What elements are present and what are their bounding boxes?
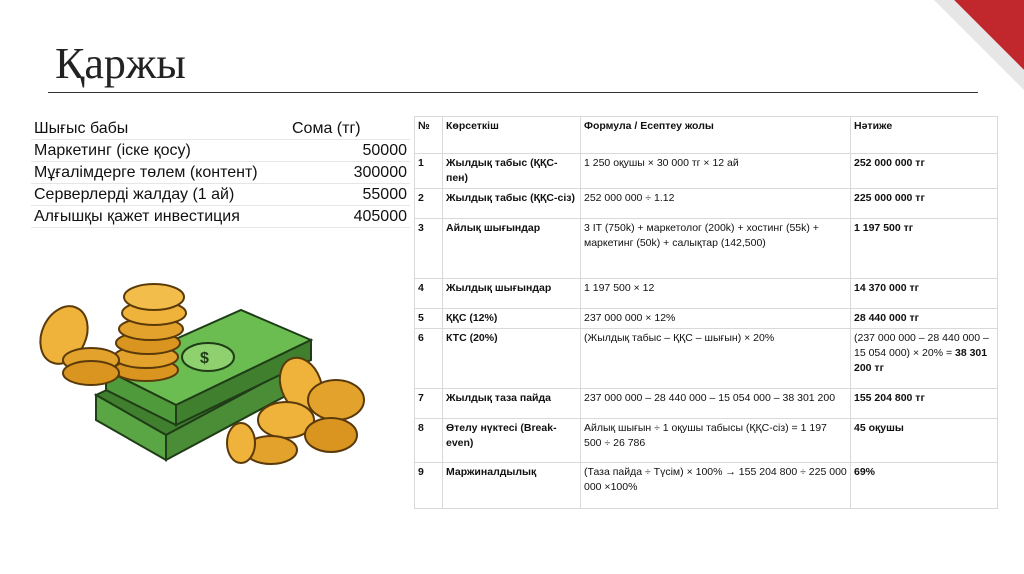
cost-row	[31, 162, 410, 184]
row-result: 155 204 800 тг	[854, 392, 925, 404]
row-indicator: ҚҚС (12%)	[443, 309, 581, 329]
row-num: 2	[415, 189, 443, 219]
row-num: 1	[415, 154, 443, 189]
calc-row	[415, 219, 998, 279]
row-formula: 1 250 оқушы × 30 000 тг × 12 ай	[581, 154, 851, 189]
row-result: 1 197 500 тг	[854, 222, 914, 234]
row-result: 252 000 000 тг	[854, 157, 925, 169]
row-result: 28 440 000 тг	[854, 312, 919, 324]
calc-row	[415, 463, 998, 509]
row-formula: Айлық шығын ÷ 1 оқушы табысы (ҚҚС-сіз) = 1 197 500 ÷ 26 786	[581, 419, 851, 463]
header-result: Нәтиже	[851, 117, 998, 154]
corner-ribbon-decoration	[934, 0, 1024, 90]
header-indicator: Көрсеткіш	[443, 117, 581, 154]
cost-amount: 405000	[289, 206, 410, 228]
calc-row	[415, 309, 998, 329]
row-num: 3	[415, 219, 443, 279]
row-indicator: Айлық шығындар	[443, 219, 581, 279]
row-num: 4	[415, 279, 443, 309]
row-result: 38 301 200 тг	[854, 347, 988, 374]
calc-row	[415, 279, 998, 309]
row-formula: 237 000 000 × 12%	[581, 309, 851, 329]
row-indicator: Жылдық таза пайда	[443, 389, 581, 419]
row-formula: 237 000 000 – 28 440 000 – 15 054 000 – 38 301 200	[581, 389, 851, 419]
row-formula: (Таза пайда ÷ Түсім) × 100% → 155 204 800 ÷ 225 000 000 ×100%	[581, 463, 851, 509]
calc-row	[415, 419, 998, 463]
header-num: №	[415, 117, 443, 154]
row-formula: (Жылдық табыс – ҚҚС – шығын) × 20%	[581, 329, 851, 389]
cost-amount: 50000	[289, 140, 410, 162]
finance-calculation-table	[414, 116, 998, 509]
row-formula: 252 000 000 ÷ 1.12	[581, 189, 851, 219]
cost-item: Алғышқы қажет инвестиция	[31, 206, 289, 228]
cost-row	[31, 206, 410, 228]
row-result: 14 370 000 тг	[854, 282, 919, 294]
row-indicator: Жылдық табыс (ҚҚС-сіз)	[443, 189, 581, 219]
row-formula: 1 197 500 × 12	[581, 279, 851, 309]
cost-amount: 300000	[289, 162, 410, 184]
row-num: 5	[415, 309, 443, 329]
row-indicator: Өтелу нүктесі (Break-even)	[443, 419, 581, 463]
cost-amount: 55000	[289, 184, 410, 206]
header-formula: Формула / Есептеу жолы	[581, 117, 851, 154]
row-indicator: Жылдық табыс (ҚҚС-пен)	[443, 154, 581, 189]
cost-table-header	[31, 118, 410, 140]
calc-table-header	[415, 117, 998, 154]
title-underline	[48, 92, 978, 93]
svg-text:$: $	[200, 350, 209, 367]
row-result: 45 оқушы	[854, 422, 904, 434]
calc-row	[415, 154, 998, 189]
row-num: 6	[415, 329, 443, 389]
row-indicator: КТС (20%)	[443, 329, 581, 389]
money-illustration	[36, 275, 396, 475]
row-formula: 3 IT (750k) + маркетолог (200k) + хостинг (55k) + маркетинг (50k) + салықтар (142,500)	[581, 219, 851, 279]
row-result: 69%	[854, 466, 876, 478]
cost-item: Серверлерді жалдау (1 ай)	[31, 184, 289, 206]
row-num: 8	[415, 419, 443, 463]
cost-row	[31, 140, 410, 162]
cost-item: Маркетинг (іске қосу)	[31, 140, 289, 162]
page-title: Қаржы	[55, 39, 186, 88]
row-num: 9	[415, 463, 443, 509]
cost-item: Мұғалімдерге төлем (контент)	[31, 162, 289, 184]
calc-row	[415, 189, 998, 219]
row-result: 225 000 000 тг	[854, 192, 925, 204]
cost-table	[31, 118, 410, 228]
row-indicator: Маржиналдылық	[443, 463, 581, 509]
calc-row	[415, 329, 998, 389]
cost-header-amount: Сома (тг)	[289, 118, 410, 140]
cost-header-item: Шығыс бабы	[31, 118, 289, 140]
calc-row	[415, 389, 998, 419]
row-num: 7	[415, 389, 443, 419]
row-result-formula: (237 000 000 – 28 440 000 – 15 054 000) × 20% =	[854, 332, 989, 359]
cost-row	[31, 184, 410, 206]
row-indicator: Жылдық шығындар	[443, 279, 581, 309]
coin-stack-icon	[36, 284, 186, 385]
